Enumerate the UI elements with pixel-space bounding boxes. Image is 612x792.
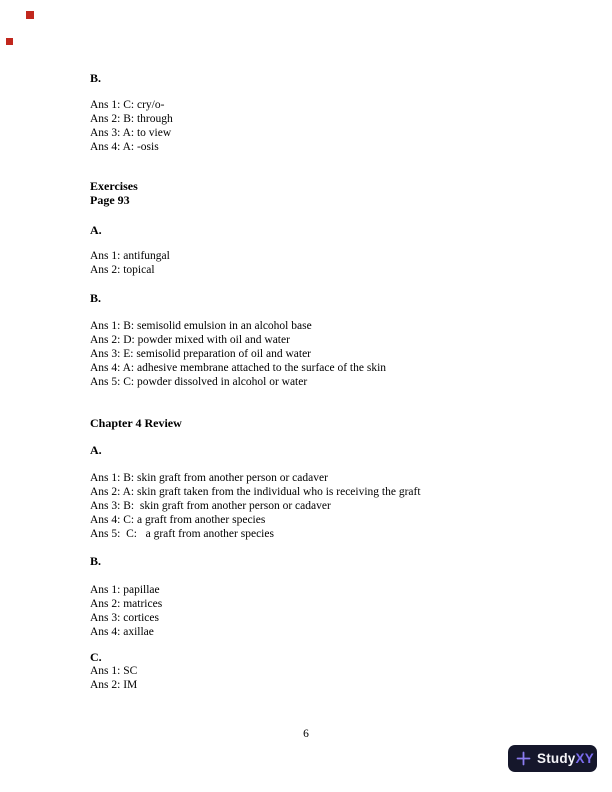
answer-line: Ans 4: C: a graft from another species [90,514,266,526]
section-a1-heading: A. [90,223,102,237]
answer-line: Ans 2: matrices [90,598,163,610]
answer-line: Ans 1: B: semisolid emulsion in an alcohol base [90,320,312,332]
answer-line: Ans 4: A: adhesive membrane attached to the surface of the skin [90,362,387,374]
answer-line: Ans 1: papillae [90,584,160,596]
section-b3-heading: B. [90,554,102,568]
exercises-page-ref: Page 93 [90,193,130,207]
answer-line: Ans 1: B: skin graft from another person or cadaver [90,472,328,484]
section-a2-answers [90,471,572,541]
section-b2-answers [90,319,572,389]
answer-line: Ans 4: axillae [90,626,154,638]
exercises-title: Exercises [90,179,138,193]
section-c-heading: C. [90,650,102,664]
section-b1-heading: B. [90,71,102,85]
answer-line: Ans 2: B: through [90,113,173,125]
section-b3-answers [90,583,572,639]
red-annotation-mark-2 [6,38,13,45]
studyxy-logo-badge[interactable] [508,745,597,772]
section-a1-answers [90,249,572,277]
brand-name-primary: Study [537,751,576,766]
answer-line: Ans 4: A: -osis [90,141,159,153]
chapter-review-title: Chapter 4 Review [90,416,182,430]
answer-line: Ans 1: SC [90,665,138,677]
answer-line: Ans 5: C: a graft from another species [90,528,274,540]
answer-line: Ans 3: A: to view [90,127,172,139]
answer-line: Ans 3: B: skin graft from another person or cadaver [90,500,331,512]
brand-name-accent: XY [575,751,594,766]
answer-line: Ans 5: C: powder dissolved in alcohol or water [90,376,308,388]
answer-line: Ans 2: A: skin graft taken from the individual who is receiving the graft [90,486,421,498]
page-number: 6 [303,728,309,740]
answer-line: Ans 1: C: cry/o- [90,99,165,111]
red-annotation-mark-1 [26,11,34,19]
section-b1-answers [90,98,572,154]
answer-line: Ans 3: cortices [90,612,159,624]
answer-line: Ans 2: D: powder mixed with oil and water [90,334,290,346]
section-a2-heading: A. [90,443,102,457]
answer-line: Ans 2: IM [90,679,138,691]
brand-name [537,751,594,766]
section-c-answers [90,664,572,692]
exercises-header [90,179,572,207]
answer-line: Ans 1: antifungal [90,250,170,262]
answer-line: Ans 2: topical [90,264,155,276]
answer-line: Ans 3: E: semisolid preparation of oil and water [90,348,312,360]
plus-icon [516,751,531,766]
section-b2-heading: B. [90,291,102,305]
